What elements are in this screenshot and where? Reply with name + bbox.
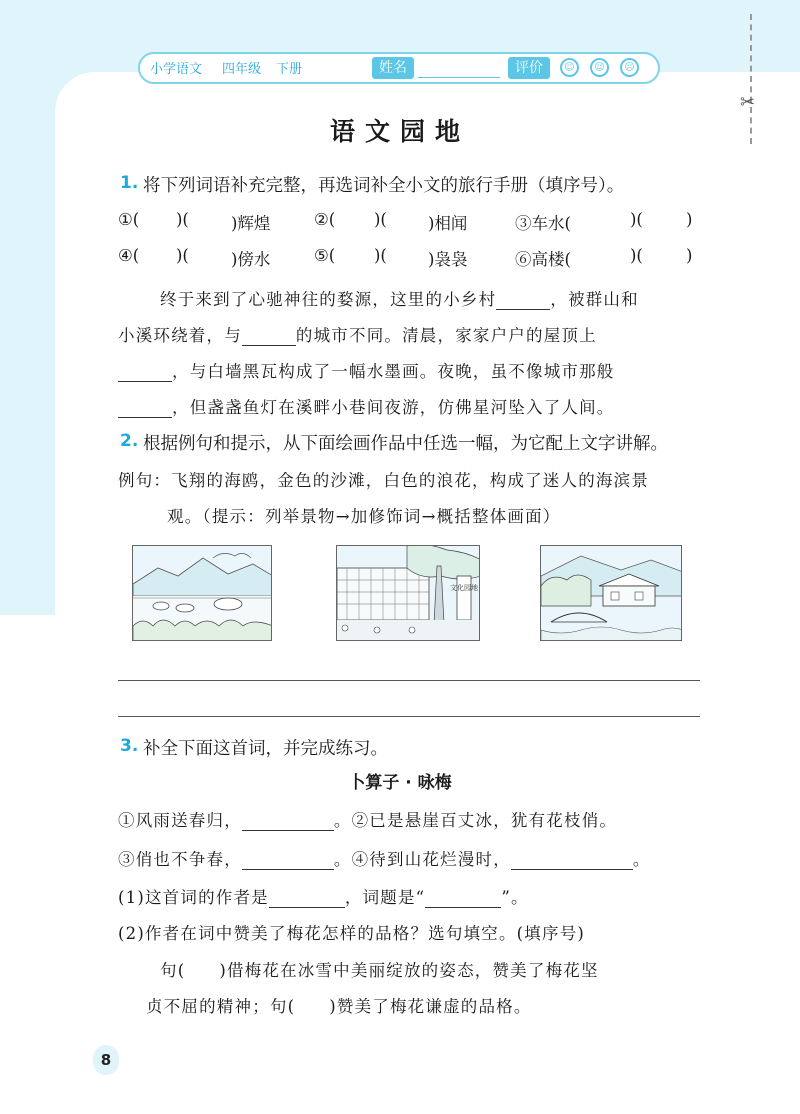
name-label: 姓名 [372, 57, 414, 79]
page-number: 8 [93, 1045, 119, 1075]
q1-prompt: 将下列词语补充完整，再选词补全小文的旅行手册（填序号）。 [143, 176, 625, 196]
word-4-mid[interactable]: )( [176, 246, 189, 265]
picture-village-house[interactable] [540, 545, 682, 641]
scissors-icon: ✂ [740, 92, 756, 113]
sad-face-icon[interactable]: ☹ [620, 58, 639, 77]
word-3-mid[interactable]: )( [630, 210, 643, 229]
q3-prompt: 补全下面这首词，并完成练习。 [143, 739, 388, 759]
q3-sub-question-1: (1)这首词的作者是 ，词题是“ ”。 [118, 888, 529, 907]
smile-face-icon[interactable]: ☺ [560, 58, 579, 77]
q1-passage-line-2: 小溪环绕着，与 的城市不同。清晨，家家户户的屋顶上 [118, 326, 597, 345]
word-6-mid[interactable]: )( [630, 246, 643, 265]
q3-sub-question-2: (2)作者在词中赞美了梅花怎样的品格？选句填空。(填序号) [118, 924, 586, 943]
header-volume: 下册 [276, 62, 303, 77]
name-field[interactable] [418, 77, 500, 78]
word-5-end[interactable]: )袅袅 [428, 250, 468, 269]
countryside-illustration [133, 546, 272, 641]
q1-passage-line-4: ，但盏盏鱼灯在溪畔小巷间夜游，仿佛星河坠入了人间。 [118, 394, 615, 418]
word-1-end[interactable]: )辉煌 [231, 214, 271, 233]
passage-blank-3[interactable] [118, 365, 172, 382]
author-blank[interactable] [269, 891, 345, 908]
poem-title: 卜算子 · 咏梅 [348, 773, 452, 793]
q3-answer-line-2: 贞不屈的精神；句( )赞美了梅花谦虚的品格。 [146, 997, 532, 1016]
q2-answer-line-2[interactable] [118, 716, 700, 717]
word-1-mid[interactable]: )( [176, 210, 189, 229]
word-6-end[interactable]: ) [686, 246, 693, 265]
neutral-face-icon[interactable]: ☺ [590, 58, 609, 77]
word-4-end[interactable]: )傍水 [231, 250, 271, 269]
poem-line-1: ①风雨送春归， 。②已是悬崖百丈冰，犹有花枝俏。 [118, 811, 618, 830]
poem-line-2: ③俏也不争春， 。④待到山花烂漫时， 。 [118, 850, 651, 869]
word-3-end[interactable]: ) [686, 210, 693, 229]
word-5-mid[interactable]: )( [374, 246, 387, 265]
poem-blank-2[interactable] [242, 853, 334, 870]
page-title: 语文园地 [329, 117, 470, 146]
village-illustration [541, 546, 682, 641]
q3-answer-line-1: 句( )借梅花在冰雪中美丽绽放的姿态，赞美了梅花坚 [160, 961, 599, 980]
q3-number: 3. [120, 736, 139, 756]
word-1-open[interactable]: ①( [118, 210, 140, 229]
q1-word-row-2 [118, 246, 708, 270]
q2-answer-line-1[interactable] [118, 680, 700, 681]
poem-blank-1[interactable] [242, 814, 334, 831]
q2-number: 2. [120, 431, 139, 451]
passage-blank-4[interactable] [118, 401, 172, 418]
q1-passage-line-1: 终于来到了心驰神往的婺源，这里的小乡村 ，被群山和 [160, 290, 639, 309]
picture-school[interactable] [336, 545, 480, 641]
q1-word-row-1 [118, 210, 708, 234]
word-2-mid[interactable]: )( [374, 210, 387, 229]
poem-blank-3[interactable] [511, 853, 633, 870]
passage-blank-2[interactable] [242, 329, 296, 346]
word-2-open[interactable]: ②( [314, 210, 336, 229]
q1-passage-line-3: ，与白墙黑瓦构成了一幅水墨画。夜晚，虽不像城市那般 [118, 358, 615, 382]
word-2-end[interactable]: )相闻 [428, 214, 468, 233]
word-4-open[interactable]: ④( [118, 246, 140, 265]
poem-topic-blank[interactable] [425, 891, 501, 908]
q2-example-continued: 观。（提示：列举景物→加修饰词→概括整体画面） [167, 507, 561, 526]
q1-number: 1. [120, 173, 139, 193]
q2-example: 例句：飞翔的海鸥，金色的沙滩，白色的浪花，构成了迷人的海滨景 [118, 471, 649, 490]
header-subject: 小学语文 [150, 62, 203, 77]
picture-countryside-lake[interactable] [132, 545, 272, 641]
word-5-open[interactable]: ⑤( [314, 246, 336, 265]
header-grade: 四年级 [222, 62, 262, 77]
school-sign-text: 文化园地 [450, 584, 478, 592]
passage-blank-1[interactable] [496, 293, 550, 310]
eval-label: 评价 [508, 57, 550, 79]
school-illustration [337, 546, 480, 641]
word-3-open[interactable]: ③车水( [515, 214, 571, 233]
q2-prompt: 根据例句和提示，从下面绘画作品中任选一幅，为它配上文字讲解。 [143, 434, 668, 454]
word-6-open[interactable]: ⑥高楼( [515, 250, 571, 269]
